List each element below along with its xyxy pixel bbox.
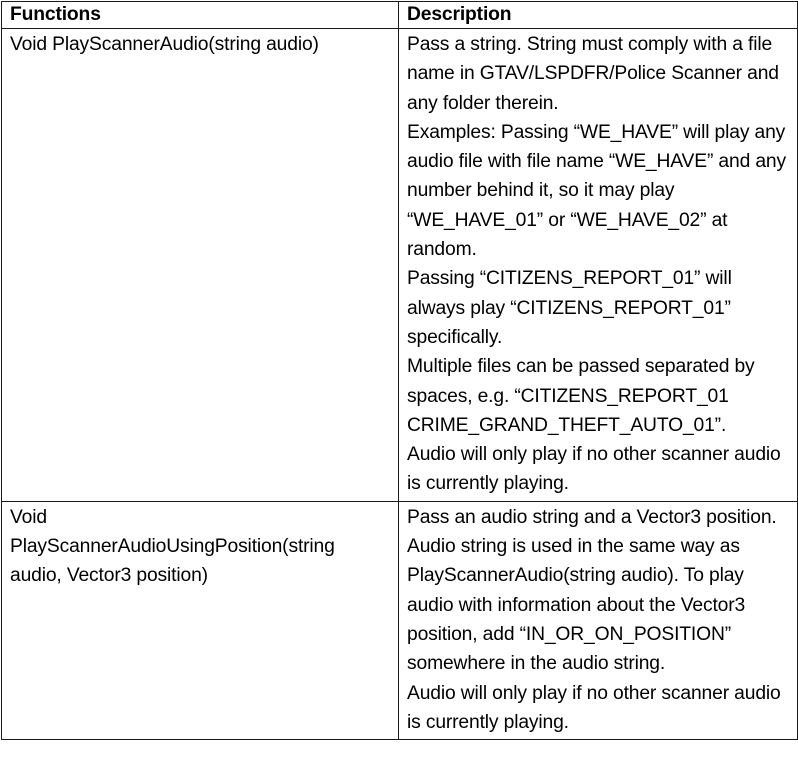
function-signature-line: Void xyxy=(10,506,47,528)
function-signature-line: PlayScannerAudioUsingPosition(string xyxy=(10,536,335,558)
description-paragraph: Passing “CITIZENS_REPORT_01” will always play “CITIZENS_REPORT_01” specifically. xyxy=(407,268,732,348)
function-signature: Void PlayScannerAudio(string audio) xyxy=(10,34,319,55)
description-cell xyxy=(399,501,798,739)
function-cell xyxy=(2,29,399,502)
table-row xyxy=(2,501,798,739)
table-row xyxy=(2,29,798,502)
description-paragraph: Pass an audio string and a Vector3 position. Audio string is used in the same way as PlayScannerAudio(string audio). To play audio with information about the Vector3 position, add “IN_OR_ON_POSITION” somewhere in the audio string. xyxy=(407,506,777,675)
table-header-row xyxy=(2,2,798,29)
header-description: Description xyxy=(399,2,798,29)
description-paragraph: Pass a string. String must comply with a file name in GTAV/LSPDFR/Police Scanner and any folder therein. xyxy=(407,34,779,114)
description-paragraph: Audio will only play if no other scanner audio is currently playing. xyxy=(407,444,781,495)
description-paragraph: Audio will only play if no other scanner audio is currently playing. xyxy=(407,682,781,733)
functions-table xyxy=(1,1,798,740)
function-cell xyxy=(2,501,399,739)
description-paragraph: Multiple files can be passed separated by spaces, e.g. “CITIZENS_REPORT_01 CRIME_GRAND_THEFT_AUTO_01”. xyxy=(407,356,755,436)
description-paragraph: Examples: Passing “WE_HAVE” will play any audio file with file name “WE_HAVE” and any number behind it, so it may play “WE_HAVE_01” or “WE_HAVE_02” at random. xyxy=(407,121,786,261)
description-cell xyxy=(399,29,798,502)
header-functions: Functions xyxy=(2,2,399,29)
function-signature-line: audio, Vector3 position) xyxy=(10,565,208,587)
